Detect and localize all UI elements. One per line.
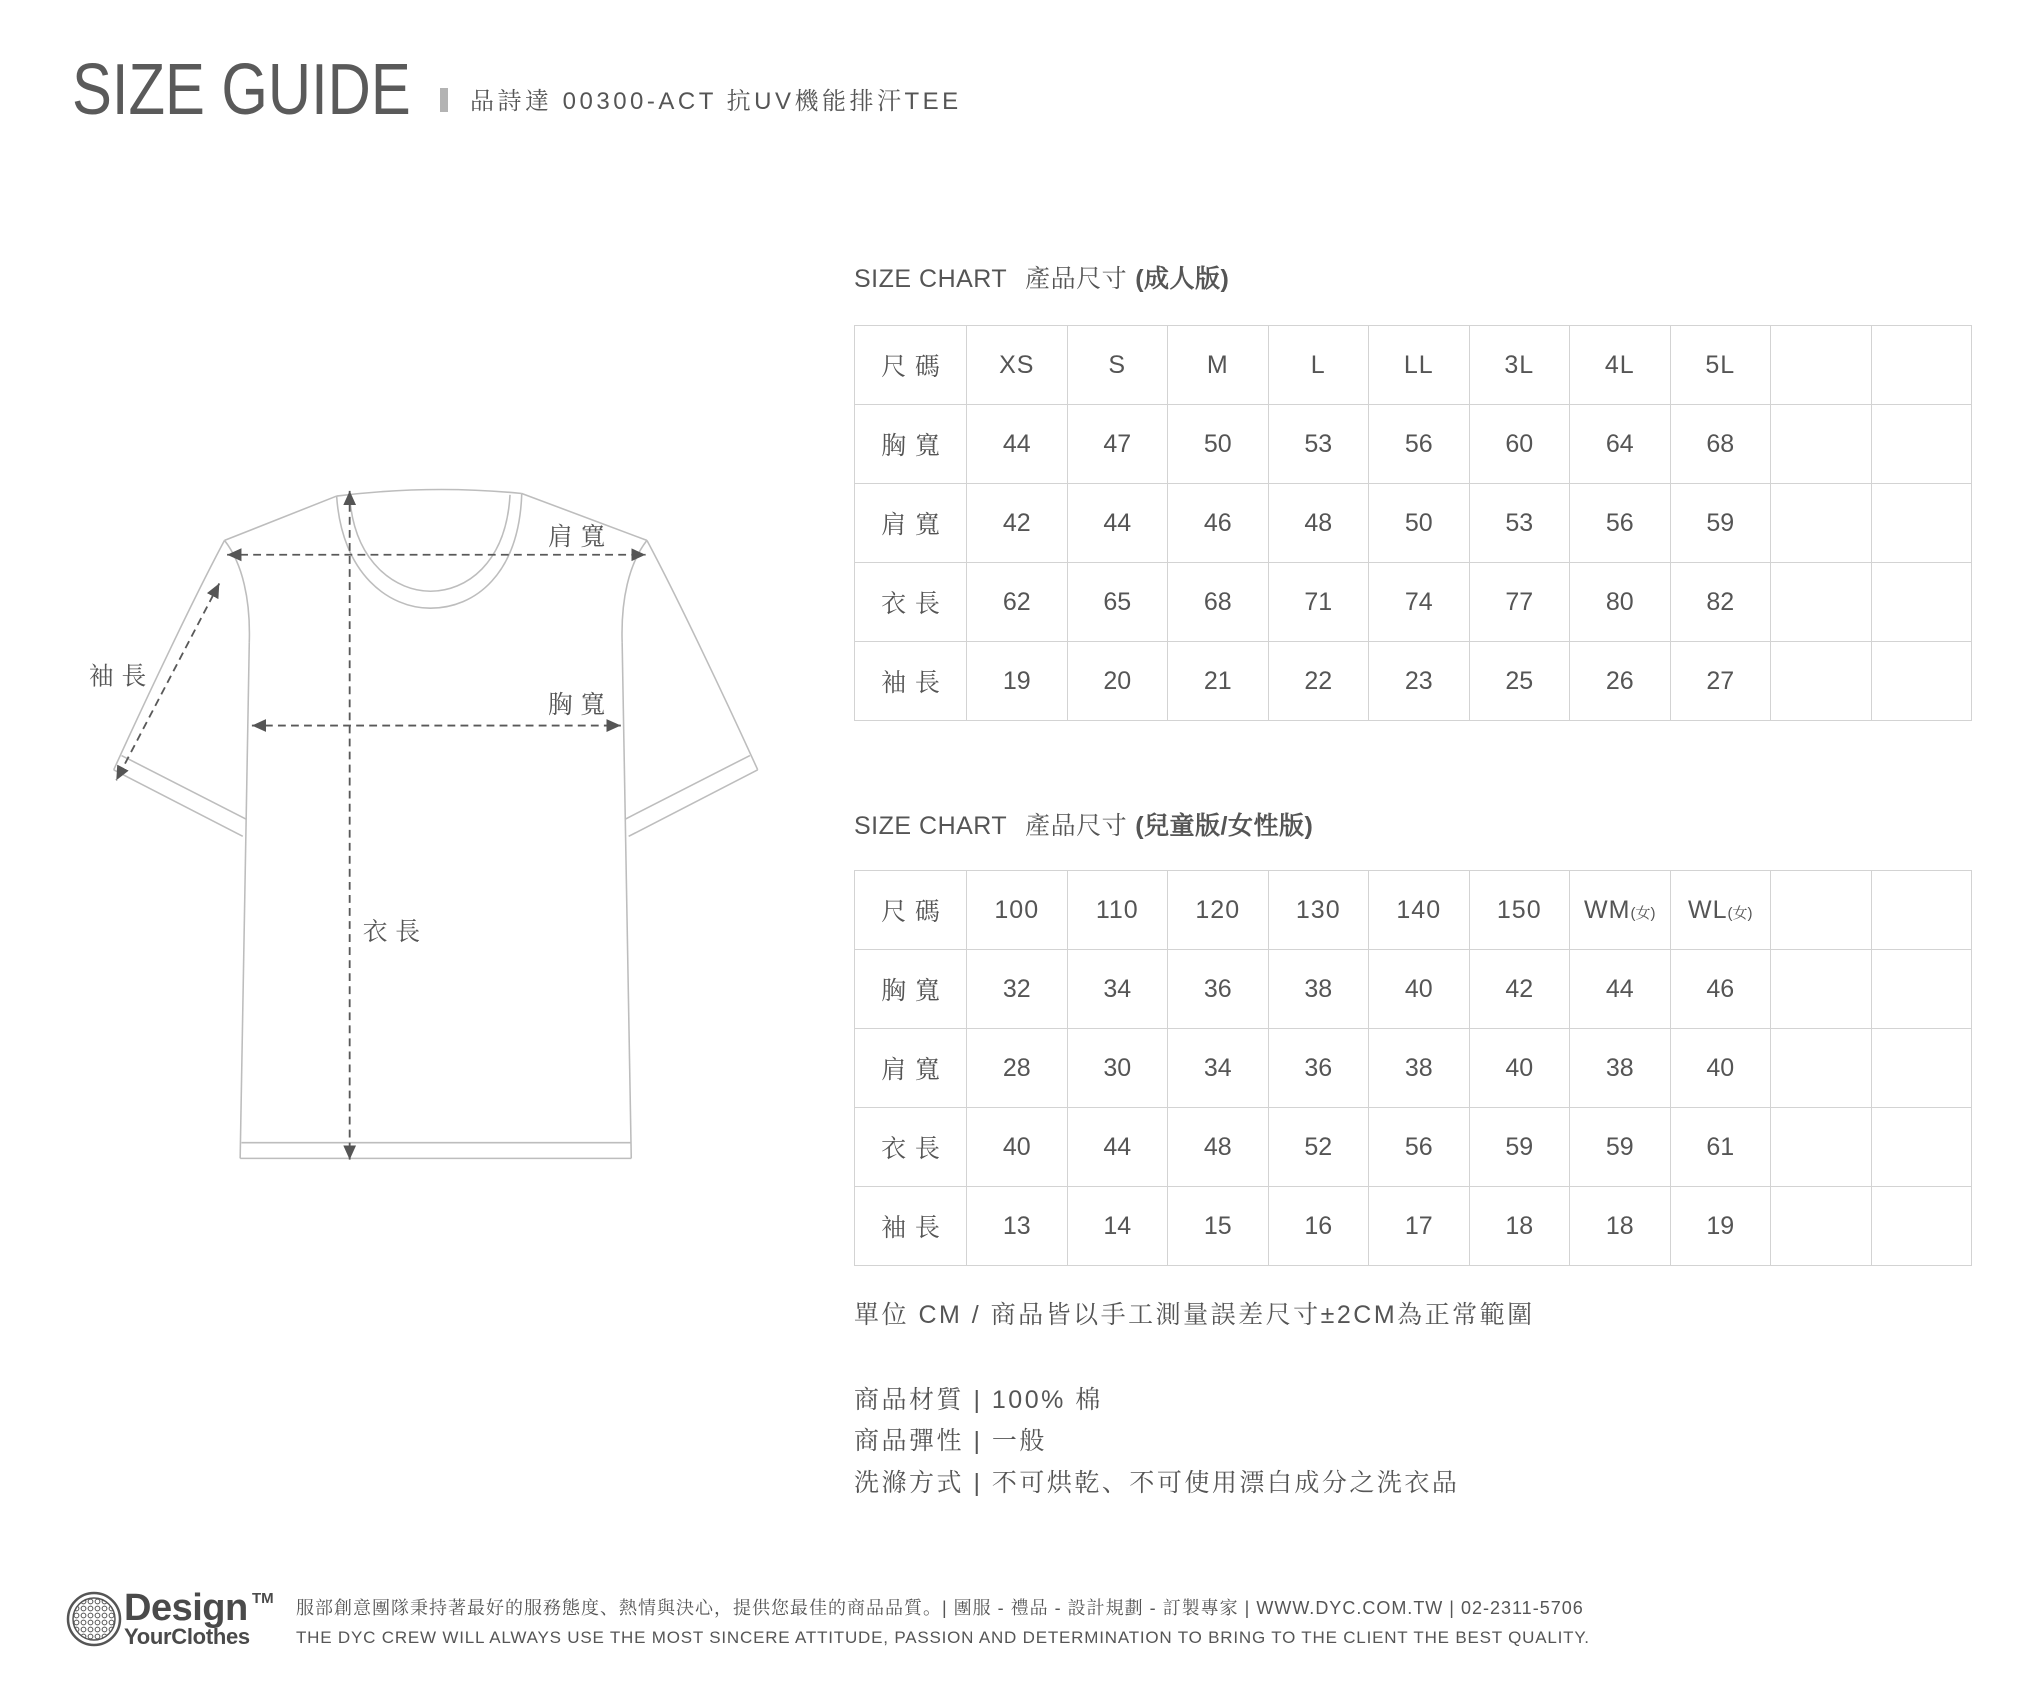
measurement-value: 59 — [1670, 484, 1771, 563]
size-label: LL — [1403, 350, 1434, 379]
measurement-value: 34 — [1067, 950, 1168, 1029]
measurement-value: 38 — [1268, 950, 1369, 1029]
measurement-label: 肩寬 — [855, 484, 967, 563]
globe-emblem-icon — [66, 1591, 122, 1647]
page-title: SIZE GUIDE — [72, 50, 411, 130]
measurement-value: 40 — [1369, 950, 1470, 1029]
logo-trademark: TM — [252, 1590, 274, 1607]
measurement-value: 18 — [1469, 1187, 1570, 1266]
empty-cell — [1771, 1029, 1872, 1108]
footer-tagline-zh: 服部創意團隊秉持著最好的服務態度、熱情與決心，提供您最佳的商品品質。| 團服 - 禮品 - 設計規劃 - 訂製專家 | WWW.DYC.COM.TW | 02-2311-5706 — [296, 1598, 1584, 1618]
empty-cell — [1871, 950, 1972, 1029]
logo-wordmark: Design — [124, 1587, 248, 1629]
measurement-row — [855, 405, 1972, 484]
left-sleeve-hem — [114, 770, 243, 836]
measurement-value: 59 — [1469, 1108, 1570, 1187]
empty-cell — [1771, 484, 1872, 563]
measurement-value: 77 — [1469, 563, 1570, 642]
measurement-value: 21 — [1168, 642, 1269, 721]
measurement-value: 40 — [1670, 1029, 1771, 1108]
size-note: (女) — [1630, 904, 1656, 922]
measurement-value: 46 — [1168, 484, 1269, 563]
size-column-header — [1268, 871, 1369, 950]
measurement-value: 64 — [1570, 405, 1671, 484]
size-label: 140 — [1396, 895, 1442, 924]
chart-title-en: SIZE CHART — [854, 812, 1008, 840]
measurement-row — [855, 563, 1972, 642]
right-sleeve-band — [625, 756, 750, 820]
size-label: 100 — [994, 895, 1040, 924]
kids-chart-title — [854, 811, 1313, 841]
empty-cell — [1771, 326, 1872, 405]
empty-cell — [1871, 405, 1972, 484]
chart-title-en: SIZE CHART — [854, 265, 1008, 293]
measurement-value: 48 — [1168, 1108, 1269, 1187]
measurement-value: 44 — [1570, 950, 1671, 1029]
measurement-value: 71 — [1268, 563, 1369, 642]
size-label: 110 — [1095, 895, 1139, 924]
measurement-value: 28 — [967, 1029, 1068, 1108]
right-sleeve-outer — [647, 540, 758, 769]
chart-title-variant: (成人版) — [1135, 265, 1230, 293]
measurement-value: 18 — [1570, 1187, 1671, 1266]
measurement-value: 26 — [1570, 642, 1671, 721]
measurement-value: 16 — [1268, 1187, 1369, 1266]
measurement-value: 22 — [1268, 642, 1369, 721]
left-shoulder — [225, 496, 337, 540]
kids-size-table-body — [855, 871, 1972, 1266]
size-note: (女) — [1727, 904, 1753, 922]
emblem-pattern — [73, 1598, 115, 1640]
measurement-row — [855, 484, 1972, 563]
empty-cell — [1871, 1108, 1972, 1187]
left-sleeve-outer — [114, 540, 225, 769]
size-header-row — [855, 871, 1972, 950]
measurement-value: 44 — [1067, 484, 1168, 563]
measurement-value: 48 — [1268, 484, 1369, 563]
size-column-header — [1168, 326, 1269, 405]
measurement-label: 胸寬 — [855, 950, 967, 1029]
measurement-value: 36 — [1268, 1029, 1369, 1108]
kids-size-table — [854, 870, 1972, 1266]
size-label: WL — [1688, 895, 1728, 924]
measurement-value: 82 — [1670, 563, 1771, 642]
measurement-value: 32 — [967, 950, 1068, 1029]
size-column-header — [1670, 871, 1771, 950]
size-column-header — [1570, 871, 1671, 950]
measurement-value: 44 — [967, 405, 1068, 484]
measurement-value: 38 — [1570, 1029, 1671, 1108]
chart-title-variant: (兒童版/女性版) — [1135, 812, 1314, 840]
size-column-header — [1469, 871, 1570, 950]
title-separator — [440, 88, 448, 112]
measurement-value: 13 — [967, 1187, 1068, 1266]
tshirt-outline — [114, 489, 758, 1158]
empty-cell — [1871, 1029, 1972, 1108]
empty-cell — [1871, 563, 1972, 642]
measurement-value: 27 — [1670, 642, 1771, 721]
size-label: 130 — [1295, 895, 1341, 924]
size-label: L — [1310, 350, 1326, 379]
shoulder-width-label: 肩寬 — [547, 521, 614, 551]
measurement-row — [855, 1029, 1972, 1108]
measurement-value: 36 — [1168, 950, 1269, 1029]
measurement-value: 80 — [1570, 563, 1671, 642]
right-sleeve-hem — [629, 770, 758, 836]
measurement-label: 胸寬 — [855, 405, 967, 484]
empty-cell — [1871, 326, 1972, 405]
empty-cell — [1871, 642, 1972, 721]
measurement-value: 56 — [1570, 484, 1671, 563]
washing-info: 洗滌方式 | 不可烘乾、不可使用漂白成分之洗衣品 — [854, 1469, 1460, 1497]
size-column-header — [1067, 871, 1168, 950]
measurement-value: 25 — [1469, 642, 1570, 721]
back-neckline — [337, 489, 522, 496]
measurement-value: 30 — [1067, 1029, 1168, 1108]
tshirt-diagram — [65, 470, 796, 1174]
empty-cell — [1871, 1187, 1972, 1266]
empty-cell — [1771, 1108, 1872, 1187]
measurement-label: 袖長 — [855, 642, 967, 721]
measurement-value: 53 — [1469, 484, 1570, 563]
measurement-value: 65 — [1067, 563, 1168, 642]
size-label: 150 — [1496, 895, 1542, 924]
measurement-value: 50 — [1168, 405, 1269, 484]
measurement-value: 15 — [1168, 1187, 1269, 1266]
measurement-value: 68 — [1670, 405, 1771, 484]
measurement-value: 74 — [1369, 563, 1470, 642]
size-label: 5L — [1705, 350, 1736, 379]
size-column-header — [1067, 326, 1168, 405]
footer-tagline-en: THE DYC CREW WILL ALWAYS USE THE MOST SINCERE ATTITUDE, PASSION AND DETERMINATION TO BRING TO THE CLIENT THE BEST QUALITY. — [296, 1628, 1590, 1647]
measurement-value: 20 — [1067, 642, 1168, 721]
material-info: 商品材質 | 100% 棉 — [854, 1386, 1103, 1414]
measurement-row — [855, 1108, 1972, 1187]
measurement-value: 62 — [967, 563, 1068, 642]
measurement-value: 17 — [1369, 1187, 1470, 1266]
empty-cell — [1771, 563, 1872, 642]
measurement-value: 40 — [1469, 1029, 1570, 1108]
size-column-header — [1369, 871, 1470, 950]
measurement-value: 40 — [967, 1108, 1068, 1187]
elasticity-info: 商品彈性 | 一般 — [854, 1427, 1047, 1455]
measurement-value: 19 — [967, 642, 1068, 721]
size-header-row — [855, 326, 1972, 405]
row-label-header: 尺碼 — [855, 871, 967, 950]
logo-subtitle: YourClothes — [124, 1624, 250, 1649]
measurement-value: 60 — [1469, 405, 1570, 484]
adult-size-table-body — [855, 326, 1972, 721]
measurement-value: 68 — [1168, 563, 1269, 642]
size-column-header — [1168, 871, 1269, 950]
size-label: S — [1108, 350, 1127, 379]
measurement-value: 47 — [1067, 405, 1168, 484]
measurement-value: 52 — [1268, 1108, 1369, 1187]
empty-cell — [1871, 484, 1972, 563]
size-column-header — [1670, 326, 1771, 405]
size-column-header — [1369, 326, 1470, 405]
measurement-label: 衣長 — [855, 563, 967, 642]
measurement-value: 53 — [1268, 405, 1369, 484]
measurement-value: 50 — [1369, 484, 1470, 563]
measurement-value: 14 — [1067, 1187, 1168, 1266]
chart-title-zh: 產品尺寸 — [1025, 265, 1128, 293]
measurement-value: 56 — [1369, 405, 1470, 484]
measurement-value: 46 — [1670, 950, 1771, 1029]
measurement-label: 衣長 — [855, 1108, 967, 1187]
chest-width-label: 胸寬 — [547, 690, 614, 720]
measurement-value: 42 — [967, 484, 1068, 563]
measurement-value: 44 — [1067, 1108, 1168, 1187]
empty-cell — [1771, 871, 1872, 950]
empty-cell — [1771, 642, 1872, 721]
empty-cell — [1771, 950, 1872, 1029]
body-length-label: 衣長 — [362, 917, 428, 947]
empty-cell — [1771, 1187, 1872, 1266]
size-column-header — [1268, 326, 1369, 405]
measurement-value: 38 — [1369, 1029, 1470, 1108]
measurement-row — [855, 1187, 1972, 1266]
measurement-unit-note: 單位 CM / 商品皆以手工測量誤差尺寸±2CM為正常範圍 — [854, 1301, 1535, 1329]
sleeve-length-label: 袖長 — [88, 661, 155, 691]
size-column-header — [967, 871, 1068, 950]
measurement-value: 42 — [1469, 950, 1570, 1029]
measurement-value: 34 — [1168, 1029, 1269, 1108]
measurement-value: 19 — [1670, 1187, 1771, 1266]
size-label: 3L — [1504, 350, 1535, 379]
adult-chart-title — [854, 264, 1229, 294]
empty-cell — [1771, 405, 1872, 484]
measurement-label: 肩寬 — [855, 1029, 967, 1108]
size-column-header — [1469, 326, 1570, 405]
size-label: XS — [999, 350, 1035, 379]
size-label: WM — [1584, 895, 1631, 924]
size-column-header — [1570, 326, 1671, 405]
size-column-header — [967, 326, 1068, 405]
chart-title-zh: 產品尺寸 — [1025, 812, 1128, 840]
measurement-value: 59 — [1570, 1108, 1671, 1187]
left-sleeve-band — [122, 756, 247, 820]
left-body-side — [240, 642, 249, 1158]
collar-inner — [350, 495, 510, 591]
measurement-row — [855, 642, 1972, 721]
size-label: 120 — [1195, 895, 1241, 924]
size-label: 4L — [1604, 350, 1635, 379]
product-name: 品詩達 00300-ACT 抗UV機能排汗TEE — [470, 88, 962, 115]
measurement-label: 袖長 — [855, 1187, 967, 1266]
measurement-value: 61 — [1670, 1108, 1771, 1187]
row-label-header: 尺碼 — [855, 326, 967, 405]
right-body-side — [622, 642, 631, 1158]
empty-cell — [1871, 871, 1972, 950]
measurement-value: 56 — [1369, 1108, 1470, 1187]
adult-size-table — [854, 325, 1972, 721]
measurement-value: 23 — [1369, 642, 1470, 721]
size-label: M — [1206, 350, 1229, 379]
measurement-row — [855, 950, 1972, 1029]
